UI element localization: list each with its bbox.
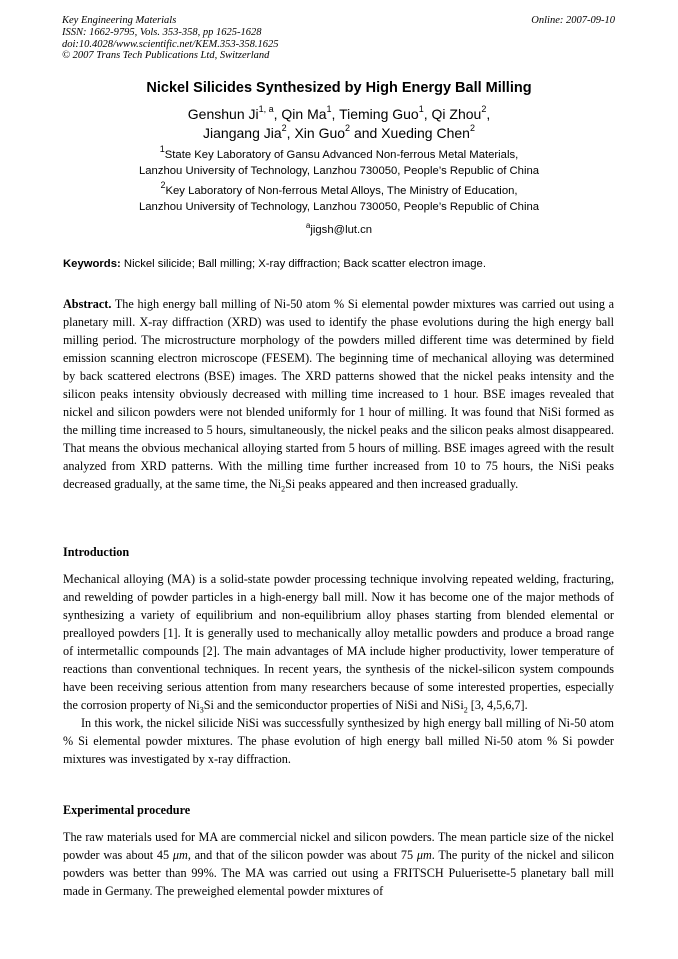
author-line-1 [0, 105, 678, 124]
journal-name: Key Engineering Materials [62, 15, 177, 26]
paragraph: Mechanical alloying (MA) is a solid-state powder processing technique involving repeated welding, fracturing, and rewelding of powder particles in a high-energy ball mill. Now it has become one of the major methods of synthesizing a variety of equilibrium and non-equilibrium alloy phases starting from blended elemental or prealloyed powders [1]. It is generally used to mechanically alloy metallic powders and produce a broad range of intermetallic compounds [2]. The main advantages of MA include higher productivity, lower temperature of reactions than conventional techniques. In recent years, the synthesis of the nickel-silicon system compounds have been receiving serious attention from many researchers because of some interested properties, especially the corrosion property of $Ni_3Si$ and the semiconductor properties of NiSi and NiSi$_2$ [3, 4,5,6,7]. [63, 572, 614, 715]
keywords [63, 258, 615, 270]
author: Qin Ma$^1$, [281, 104, 340, 122]
author-email: $^a$jigsh@lut.cn [305, 221, 373, 236]
author-list [0, 105, 678, 143]
journal-header [62, 15, 279, 62]
experimental-body [63, 828, 614, 900]
introduction-body [63, 570, 614, 768]
author: Jiangang Jia$^2$, [203, 123, 295, 141]
copyright-line: © 2007 Trans Tech Publications Ltd, Switzerland [62, 50, 270, 62]
paper-title: Nickel Silicides Synthesized by High Energy Ball Milling [146, 80, 532, 96]
experimental-heading: Experimental procedure [63, 803, 191, 817]
keywords-text: Nickel silicide; Ball milling; X-ray diffraction; Back scatter electron image. [120, 258, 486, 270]
author: Genshun Ji$^{1, a}$, [187, 104, 282, 122]
author: Tieming Guo$^1$, [339, 104, 432, 122]
doi-line: doi:10.4028/www.scientific.net/KEM.353-358.1625 [62, 38, 279, 50]
abstract: Abstract. The high energy ball milling of Ni-50 atom % Si elemental powder mixtures was carried out using a planetary mill. X-ray diffraction (XRD) was used to identify the phase evolutions during the high energy ball milling period. The microstructure morphology of the powders milled different time was determined by field emission scanning electron microscope (FESEM). The beginning time of mechanical alloying was determined by back scattered electrons (BSE) images. The XRD patterns showed that the nickel peaks intensity and the silicon peaks intensity obviously decreased with milling time increased to 1 hour. BSE images revealed that nickel and silicon powders were not blended uniformly for 1 hour of milling. It was found that NiSi formed as the milling time increased to 5 hours, simultaneously, the nickel peaks and the silicon peaks almost disappeared. That means the obvious mechanical alloying started from 5 hours of milling. BSE images agreed with the result analyzed from XRD patterns. With the milling time further increased from 10 to 75 hours, the NiSi peaks decreased gradually, at the same time, the $Ni_2Si$ peaks appeared and then increased gradually. [63, 297, 614, 494]
paragraph: In this work, the nickel silicide NiSi was successfully synthesized by high energy ball milling of Ni-50 atom % Si elemental powder mixtures. The phase evolution of high energy ball milled Ni-50 atom % Si powder mixtures was investigated by x-ray diffraction. [63, 716, 614, 766]
abstract-label: Abstract. [63, 297, 112, 311]
introduction-heading: Introduction [63, 545, 130, 559]
affiliation-2: $^2$Key Laboratory of Non-ferrous Metal Alloys, The Ministry of Education, Lanzhou University of Technology, Lanzhou 730050, People’s Republic of China [138, 180, 540, 213]
author: Xin Guo$^2$ and [294, 123, 382, 141]
online-date: Online: 2007-09-10 [531, 15, 615, 26]
keywords-label: Keywords: [63, 258, 121, 270]
author-line-2 [0, 124, 678, 143]
affiliation-1: $^1$State Key Laboratory of Gansu Advanced Non-ferrous Metal Materials, Lanzhou University of Technology, Lanzhou 730050, People’s Republic of China [138, 144, 540, 177]
issn-line: ISSN: 1662-9795, Vols. 353-358, pp 1625-1628 [62, 26, 262, 38]
paragraph: The raw materials used for MA are commercial nickel and silicon powders. The mean particle size of the nickel powder was about 45 μm, and that of the silicon powder was about 75 μm. The purity of the nickel and silicon powders was better than 99%. The MA was carried out using a FRITSCH Puluerisette-5 planetary ball mill made in Germany. The preweighed elemental powder mixtures of [63, 830, 614, 898]
author: Qi Zhou$^2$, [431, 104, 491, 122]
author: Xueding Chen$^2$ [381, 123, 475, 141]
